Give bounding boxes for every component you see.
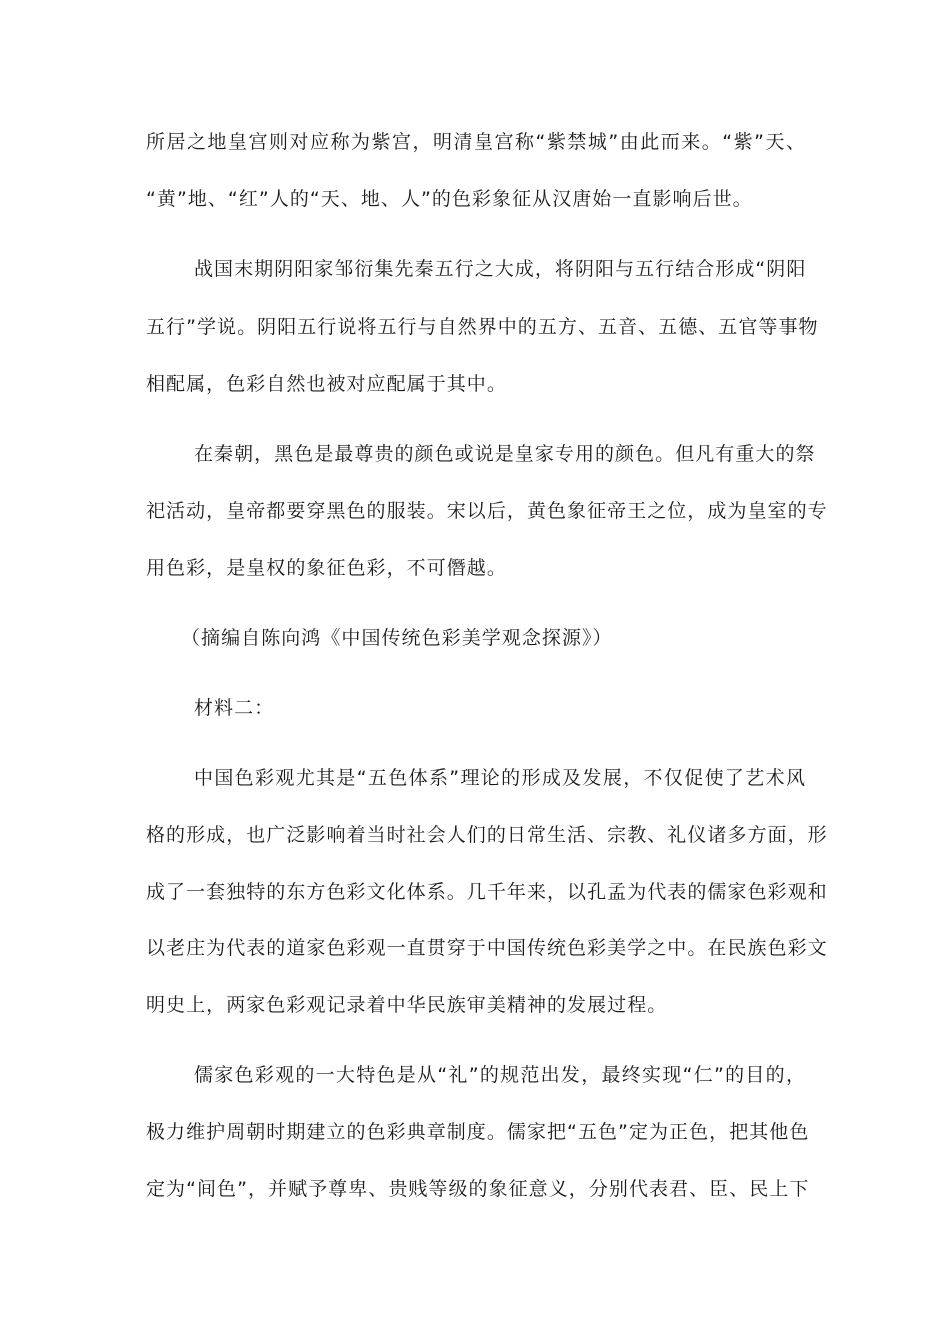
paragraph-5-line-2: 极力维护周朝时期建立的色彩典章制度。儒家把“五色”定为正色，把其他色 (146, 1121, 810, 1143)
paragraph-5-line-3: 定为“间色”，并赋予尊卑、贵贱等级的象征意义，分别代表君、臣、民上下 (146, 1178, 810, 1200)
source-citation: （摘编自陈向鸿《中国传统色彩美学观念探源》） (181, 627, 613, 649)
paragraph-1-line-2: “黄”地、“红”人的“天、地、人”的色彩象征从汉唐始一直影响后世。 (146, 188, 753, 210)
material-two-heading: 材料二： (194, 697, 275, 719)
paragraph-4-line-2: 格的形成，也广泛影响着当时社会人们的日常生活、宗教、礼仪诸多方面，形 (146, 824, 828, 846)
paragraph-4-line-5: 明史上，两家色彩观记录着中华民族审美精神的发展过程。 (146, 994, 668, 1016)
paragraph-3-line-1: 在秦朝，黑色是最尊贵的颜色或说是皇家专用的颜色。但凡有重大的祭 (194, 443, 816, 465)
paragraph-4-line-3: 成了一套独特的东方色彩文化体系。几千年来，以孔孟为代表的儒家色彩观和 (146, 881, 828, 903)
paragraph-2-line-2: 五行”学说。阴阳五行说将五行与自然界中的五方、五音、五德、五官等事物 (146, 316, 819, 338)
paragraph-3-line-2: 祀活动，皇帝都要穿黑色的服装。宋以后，黄色象征帝王之位，成为皇室的专 (146, 500, 828, 522)
paragraph-4-line-1: 中国色彩观尤其是“五色体系”理论的形成及发展，不仅促使了艺术风 (194, 767, 806, 789)
paragraph-2-line-3: 相配属，色彩自然也被对应配属于其中。 (146, 373, 507, 395)
paragraph-4-line-4: 以老庄为代表的道家色彩观一直贯穿于中国传统色彩美学之中。在民族色彩文 (146, 937, 828, 959)
paragraph-1-line-1: 所居之地皇宫则对应称为紫宫，明清皇宫称“紫禁城”由此而来。“紫”天、 (146, 131, 806, 153)
paragraph-5-line-1: 儒家色彩观的一大特色是从“礼”的规范出发，最终实现“仁”的目的， (194, 1064, 806, 1086)
paragraph-3-line-3: 用色彩，是皇权的象征色彩，不可僭越。 (146, 557, 507, 579)
paragraph-2-line-1: 战国末期阴阳家邹衍集先秦五行之大成，将阴阳与五行结合形成“阴阳 (194, 258, 807, 280)
